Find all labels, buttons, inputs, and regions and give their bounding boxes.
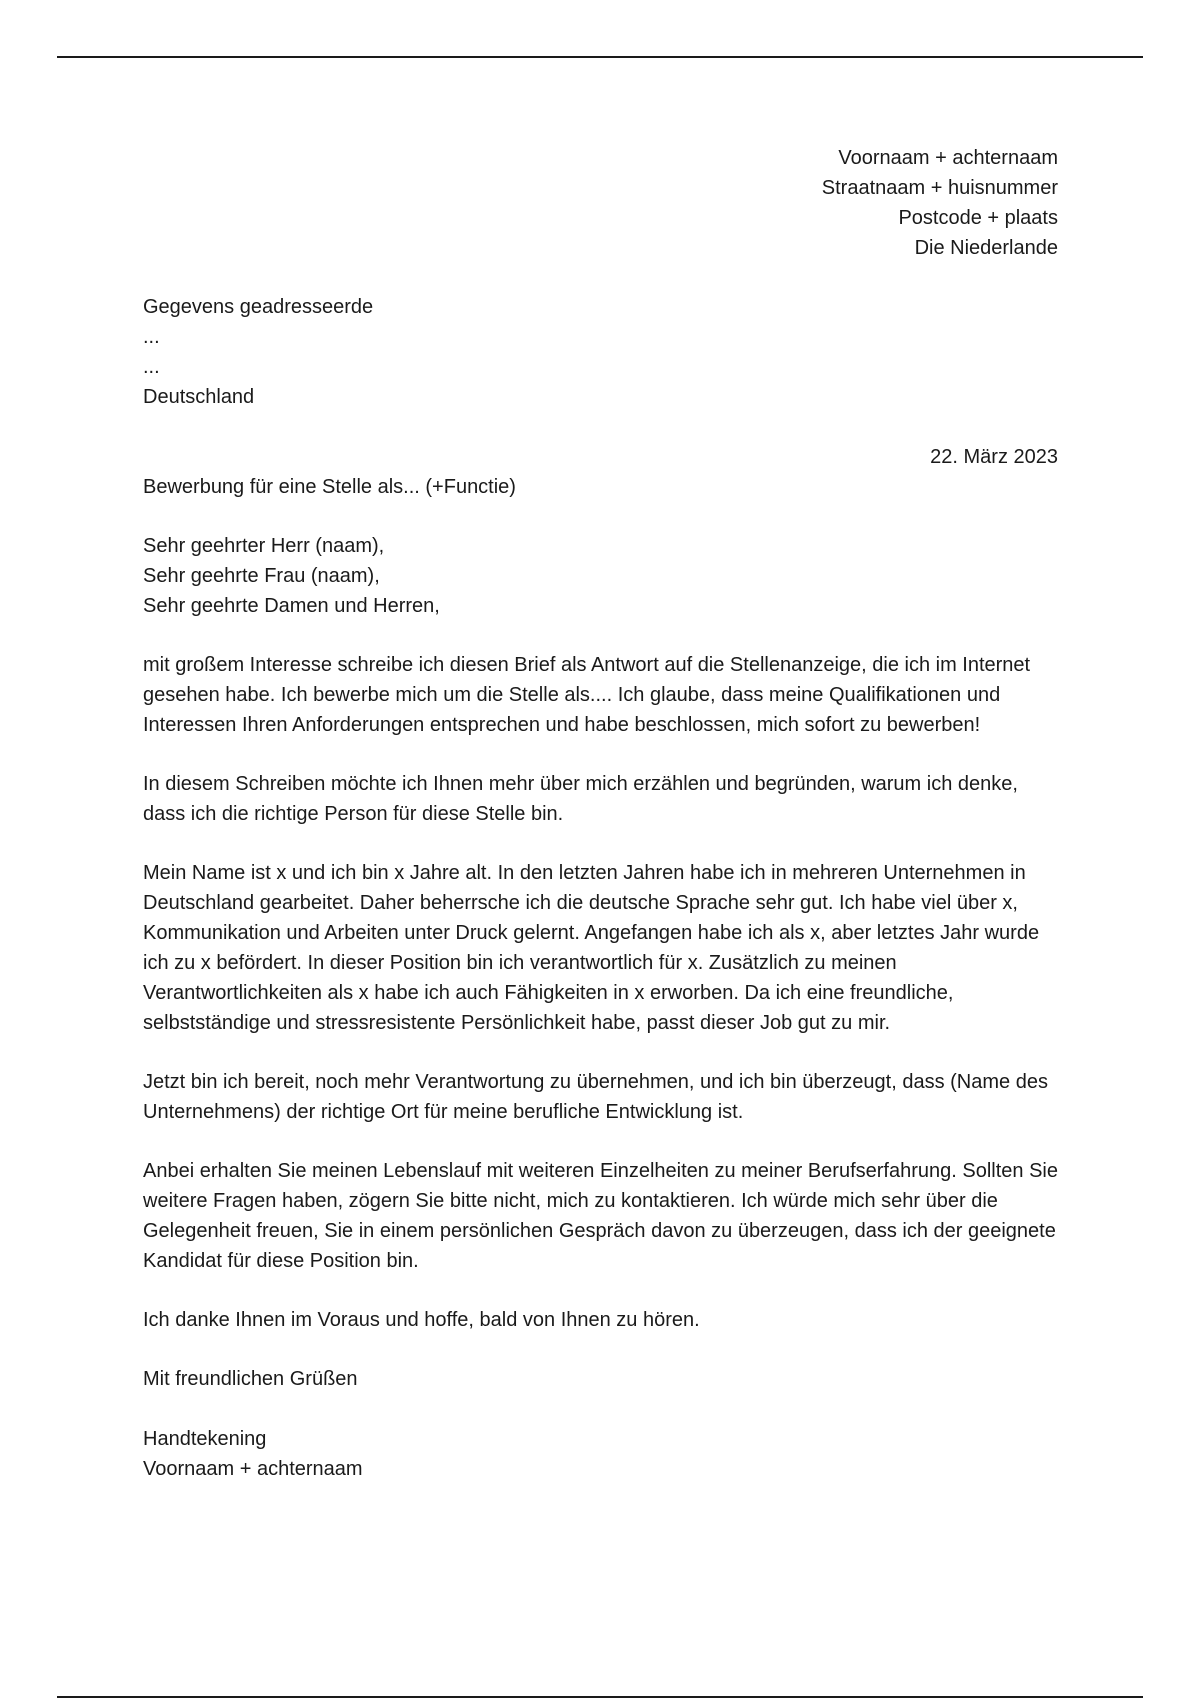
signature-block bbox=[143, 1424, 1058, 1484]
salutation-line: Sehr geehrte Frau (naam), bbox=[143, 565, 380, 587]
sender-city: Postcode + plaats bbox=[898, 207, 1058, 229]
sender-address bbox=[143, 143, 1058, 263]
salutation-block bbox=[143, 531, 1058, 621]
closing-phrase: Mit freundlichen Grüßen bbox=[143, 1368, 358, 1390]
bottom-divider bbox=[57, 1696, 1143, 1698]
top-divider bbox=[57, 56, 1143, 58]
sender-name: Voornaam + achternaam bbox=[838, 147, 1058, 169]
body-paragraph: Ich danke Ihnen im Voraus und hoffe, bald von Ihnen zu hören. bbox=[143, 1309, 700, 1331]
letter-date: 22. März 2023 bbox=[930, 446, 1058, 468]
sender-country: Die Niederlande bbox=[914, 237, 1058, 259]
closing-block bbox=[143, 1364, 1058, 1394]
letter-page bbox=[143, 143, 1058, 1484]
recipient-line: ... bbox=[143, 326, 160, 348]
letter-subject: Bewerbung für eine Stelle als... (+Functie) bbox=[143, 476, 516, 498]
body-paragraph: mit großem Interesse schreibe ich diesen Brief als Antwort auf die Stellenanzeige, die ich im Internet gesehen habe. Ich bewerbe mich um die Stelle als.... Ich glaube, dass meine Qualifikationen und Interessen Ihren Anforderungen entsprechen und habe beschlossen, mich sofort zu bewerben! bbox=[143, 654, 1031, 736]
recipient-address bbox=[143, 292, 1058, 412]
body-paragraph: Mein Name ist x und ich bin x Jahre alt. In den letzten Jahren habe ich in mehreren Unternehmen in Deutschland gearbeitet. Daher beherrsche ich die deutsche Sprache sehr gut. Ich habe viel über x, Kommunikation und Arbeiten unter Druck gelernt. Angefangen habe ich als x, aber letztes Jahr wurde ich zu x befördert. In dieser Position bin ich verantwortlich für x. Zusätzlich zu meinen Verantwortlichkeiten als x habe ich auch Fähigkeiten in x erworben. Da ich eine freundliche, selbstständige und stressresistente Persönlichkeit habe, passt dieser Job gut zu mir. bbox=[143, 862, 1040, 1034]
recipient-line: Gegevens geadresseerde bbox=[143, 296, 374, 318]
signature-label: Handtekening bbox=[143, 1428, 267, 1450]
body-paragraph: Anbei erhalten Sie meinen Lebenslauf mit weiteren Einzelheiten zu meiner Berufserfahrung. Sollten Sie weitere Fragen haben, zögern Sie bitte nicht, mich zu kontaktieren. Ich würde mich sehr über die Gelegenheit freuen, Sie in einem persönlichen Gespräch davon zu überzeugen, dass ich der geeignete Kandidat für diese Position bin. bbox=[143, 1160, 1058, 1272]
body-paragraph: In diesem Schreiben möchte ich Ihnen mehr über mich erzählen und begründen, warum ich denke, dass ich die richtige Person für diese Stelle bin. bbox=[143, 773, 1018, 825]
sender-street: Straatnaam + huisnummer bbox=[821, 177, 1058, 199]
salutation-line: Sehr geehrter Herr (naam), bbox=[143, 535, 385, 557]
salutation-line: Sehr geehrte Damen und Herren, bbox=[143, 595, 440, 617]
signature-name: Voornaam + achternaam bbox=[143, 1458, 363, 1480]
body-paragraph: Jetzt bin ich bereit, noch mehr Verantwortung zu übernehmen, und ich bin überzeugt, dass (Name des Unternehmens) der richtige Ort für meine berufliche Entwicklung ist. bbox=[143, 1071, 1048, 1123]
recipient-line: ... bbox=[143, 356, 160, 378]
recipient-country: Deutschland bbox=[143, 386, 255, 408]
